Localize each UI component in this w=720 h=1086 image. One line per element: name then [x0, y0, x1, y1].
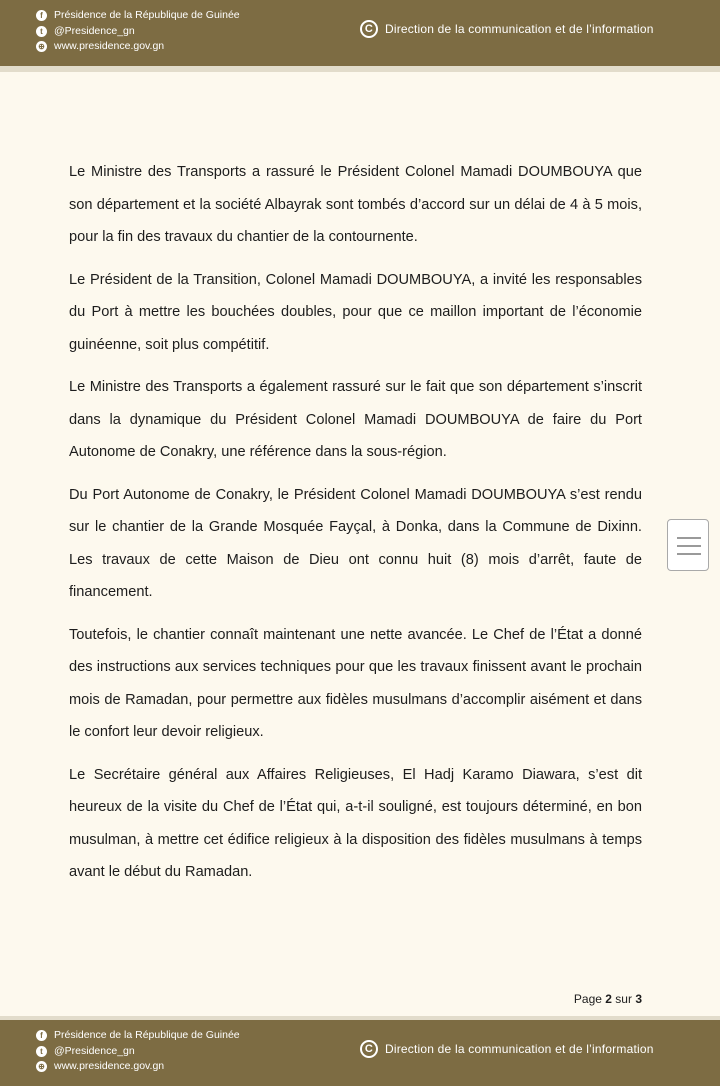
paragraph: Du Port Autonome de Conakry, le Président Colonel Mamadi DOUMBOUYA s’est rendu sur le chantier de la Grande Mosquée Fayçal, à Donka, dans la Commune de Dixinn. Les travaux de cette Maison de Dieu ont connu huit (8) mois d’arrêt, faute de financement.	[69, 486, 642, 600]
twitter-icon: t	[36, 1046, 47, 1057]
page-prefix: Page	[573, 992, 602, 1006]
page-current: 2	[605, 992, 612, 1006]
page-sep: sur	[615, 992, 632, 1006]
contact-text: @Presidence_gn	[54, 24, 135, 37]
contact-text: Présidence de la République de Guinée	[54, 9, 240, 21]
hamburger-line	[677, 553, 701, 555]
copyright-icon: C	[360, 20, 378, 38]
direction-text: Direction de la communication et de l’information	[385, 1042, 654, 1056]
contact-facebook	[36, 8, 240, 24]
paragraph: Toutefois, le chantier connaît maintenant une nette avancée. Le Chef de l’État a donné des instructions aux services techniques pour que les travaux finissent avant le prochain mois de Ramadan, pour permettre aux fidèles musulmans d’accomplir aisément et dans le confort leur devoir religieux.	[69, 626, 642, 740]
facebook-icon: f	[36, 10, 47, 21]
page-total: 3	[635, 992, 642, 1006]
contact-text: www.presidence.gov.gn	[54, 40, 165, 52]
paragraph: Le Secrétaire général aux Affaires Religieuses, El Hadj Karamo Diawara, s’est dit heureux de la visite du Chef de l’État qui, a-t-il souligné, est toujours déterminé, en bon musulman, à mettre cet édifice religieux à la disposition des fidèles musulmans à temps avant le début du Ramadan.	[69, 766, 642, 880]
paragraph: Le Ministre des Transports a rassuré le Président Colonel Mamadi DOUMBOUYA que son département et la société Albayrak sont tombés d’accord sur un délai de 4 à 5 mois, pour la fin des travaux du chantier de la contournente.	[69, 164, 642, 245]
header-contacts	[36, 8, 240, 55]
twitter-icon: t	[36, 26, 47, 37]
contact-twitter	[36, 24, 240, 40]
contact-website	[36, 39, 240, 55]
footer-contacts	[36, 1028, 240, 1075]
paragraph: Le Président de la Transition, Colonel Mamadi DOUMBOUYA, a invité les responsables du Port à mettre les bouchées doubles, pour que ce maillon important de l’économie guinéenne, soit plus compétitif.	[69, 271, 642, 353]
hamburger-line	[677, 545, 701, 547]
contact-text: Présidence de la République de Guinée	[54, 1029, 240, 1041]
header-band	[0, 0, 720, 66]
globe-icon: ⊕	[36, 1061, 47, 1072]
hamburger-line	[677, 537, 701, 539]
footer-band	[0, 1020, 720, 1086]
contact-facebook	[36, 1028, 240, 1044]
header-direction	[360, 20, 654, 38]
facebook-icon: f	[36, 1030, 47, 1041]
contact-text: @Presidence_gn	[54, 1044, 135, 1057]
direction-text: Direction de la communication et de l’information	[385, 22, 654, 36]
contact-twitter	[36, 1044, 240, 1060]
contact-website	[36, 1059, 240, 1075]
globe-icon: ⊕	[36, 41, 47, 52]
menu-button[interactable]	[667, 519, 709, 571]
paragraph: Le Ministre des Transports a également rassuré sur le fait que son département s’inscrit dans la dynamique du Président Colonel Mamadi DOUMBOUYA de faire du Port Autonome de Conakry, une référence dans la sous-région.	[69, 379, 642, 460]
document-page	[0, 72, 720, 1016]
copyright-icon: C	[360, 1040, 378, 1058]
contact-text: www.presidence.gov.gn	[54, 1060, 165, 1072]
footer-direction	[360, 1040, 654, 1058]
page-number	[574, 992, 642, 1006]
article-body	[69, 156, 642, 899]
